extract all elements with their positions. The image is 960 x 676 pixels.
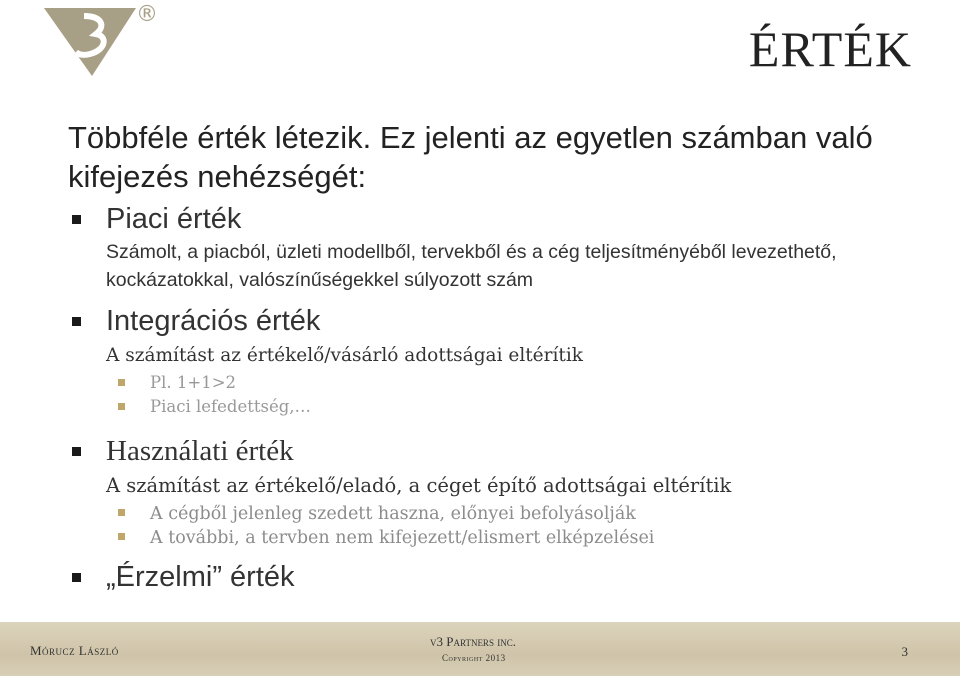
footer-copyright: Copyright 2013 bbox=[442, 653, 506, 663]
sub-bullet-item bbox=[68, 396, 948, 418]
section-piaci bbox=[68, 202, 948, 294]
footer-company: v3 Partners inc. bbox=[430, 634, 516, 649]
square-bullet-icon bbox=[118, 403, 125, 410]
section-heading: Használati érték bbox=[106, 435, 294, 467]
square-bullet-icon bbox=[72, 215, 81, 224]
sub-bullet-item bbox=[68, 372, 948, 394]
section-description: A számítást az értékelő/vásárló adottságai eltérítik bbox=[106, 345, 583, 366]
section-hasznalati bbox=[68, 434, 948, 500]
square-bullet-icon bbox=[118, 509, 125, 516]
square-bullet-icon bbox=[118, 533, 125, 540]
page-number: 3 bbox=[901, 644, 908, 659]
section-description: A számítást az értékelő/eladó, a céget építő adottságai eltérítik bbox=[106, 474, 732, 497]
v3-logo-icon bbox=[40, 4, 140, 80]
sub-bullet-item bbox=[68, 502, 948, 526]
registered-trademark: ® bbox=[136, 2, 158, 27]
sub-bullet-text: Pl. 1+1>2 bbox=[150, 373, 237, 392]
sub-bullet-item bbox=[68, 526, 948, 550]
section-heading: Piaci érték bbox=[106, 203, 242, 235]
square-bullet-icon bbox=[72, 317, 81, 326]
page-title: ÉRTÉK bbox=[748, 21, 912, 77]
intro-text: Többféle érték létezik. Ez jelenti az egyetlen számban való kifejezés nehézségét: bbox=[68, 120, 873, 194]
footer-author: Mórucz László bbox=[30, 643, 119, 658]
sub-bullet-text: A cégből jelenleg szedett haszna, előnyei befolyásolják bbox=[150, 504, 636, 524]
section-heading: Integrációs érték bbox=[106, 305, 321, 337]
sub-bullet-text: Piaci lefedettség,… bbox=[150, 397, 312, 416]
section-erzelmi bbox=[68, 560, 948, 594]
section-description: Számolt, a piacból, üzleti modellből, tervekből és a cég teljesítményéből levezethető, kockázatokkal, valószínűségekkel súlyozott szám bbox=[106, 241, 837, 291]
section-heading: „Érzelmi” érték bbox=[106, 561, 295, 593]
slide-body bbox=[68, 118, 948, 594]
section-integracios bbox=[68, 304, 948, 370]
square-bullet-icon bbox=[72, 447, 81, 456]
square-bullet-icon bbox=[72, 573, 81, 582]
sub-bullet-text: A további, a tervben nem kifejezett/elismert elképzelései bbox=[150, 528, 655, 548]
footer-bar bbox=[0, 622, 960, 676]
square-bullet-icon bbox=[118, 379, 125, 386]
